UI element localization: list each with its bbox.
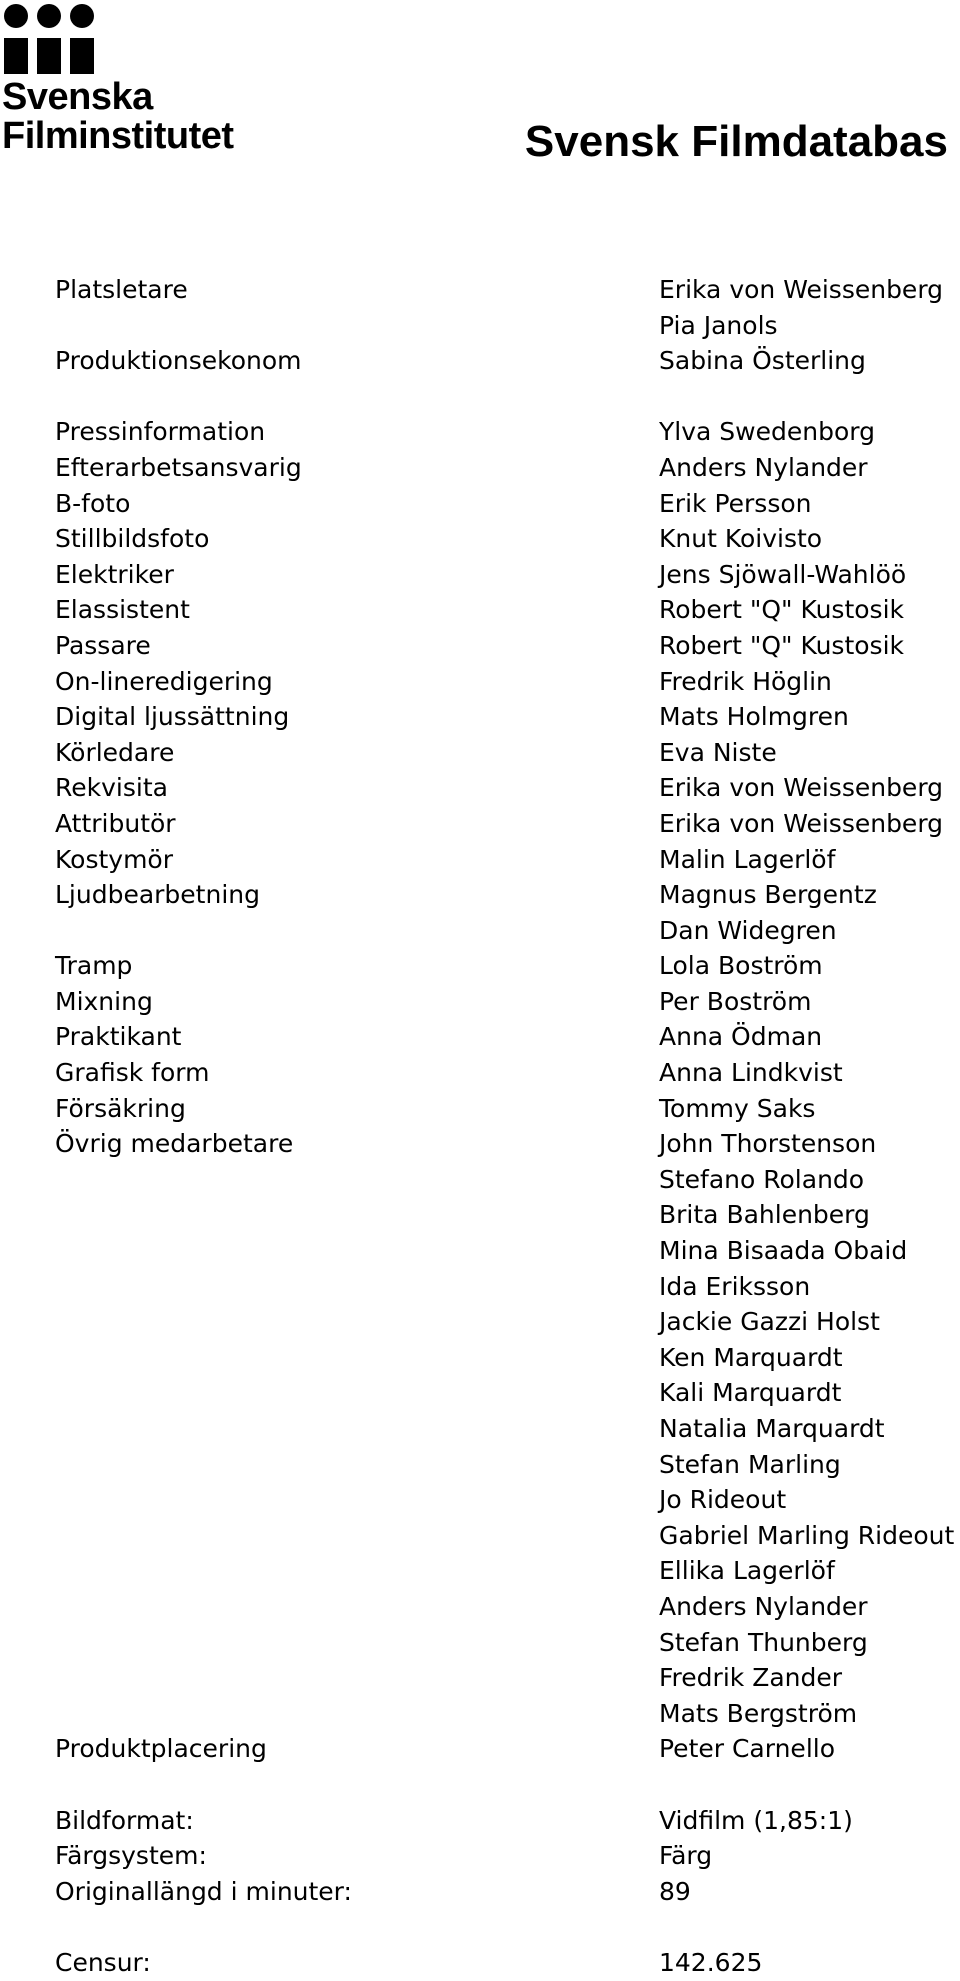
credit-name: Ylva Swedenborg [659, 417, 875, 447]
credit-row [55, 557, 960, 593]
credit-role: On-lineredigering [55, 666, 273, 696]
credit-role: Produktionsekonom [55, 346, 302, 376]
credit-row [55, 1055, 960, 1091]
credit-role: Grafisk form [55, 1058, 210, 1088]
credit-name: Kali Marquardt [659, 1378, 842, 1408]
credit-row [55, 1482, 960, 1518]
credit-role: Elassistent [55, 595, 190, 625]
credit-name: Sabina Österling [659, 346, 866, 376]
detail-row [55, 1874, 960, 1910]
credit-role: Körledare [55, 737, 175, 767]
credits-list [55, 272, 960, 1981]
credit-name: Lola Boström [659, 951, 823, 981]
credit-row [55, 414, 960, 450]
detail-value: 142.625 [659, 1947, 763, 1977]
credit-name: Erika von Weissenberg [659, 773, 944, 803]
detail-label: Färgsystem: [55, 1841, 207, 1871]
credit-role [55, 1233, 659, 1269]
credit-role [55, 1304, 659, 1340]
credit-role [55, 1340, 659, 1376]
credit-name: John Thorstenson [659, 1129, 877, 1159]
credit-name: Stefano Rolando [659, 1164, 865, 1194]
detail-label: Originallängd i minuter: [55, 1876, 352, 1906]
credit-role: Attributör [55, 808, 176, 838]
detail-row [55, 1838, 960, 1874]
credit-row [55, 735, 960, 771]
svenska-filminstitutet-logo [0, 0, 260, 165]
credit-name: Mina Bisaada Obaid [659, 1236, 908, 1266]
credit-name: Dan Widegren [659, 915, 837, 945]
detail-value: Färg [659, 1841, 713, 1871]
credit-row [55, 842, 960, 878]
credit-row [55, 1660, 960, 1696]
credit-row [55, 1411, 960, 1447]
credit-role: Elektriker [55, 559, 174, 589]
credit-role: B-foto [55, 488, 131, 518]
credit-role [55, 1696, 659, 1732]
credit-role [55, 1162, 659, 1198]
credit-role: Passare [55, 630, 151, 660]
credit-name: Fredrik Höglin [659, 666, 832, 696]
detail-label: Censur: [55, 1947, 151, 1977]
detail-label: Bildformat: [55, 1805, 194, 1835]
credit-name: Robert "Q" Kustosik [659, 630, 905, 660]
credit-name: Magnus Bergentz [659, 880, 877, 910]
spacer [55, 1909, 960, 1945]
credit-row [55, 1162, 960, 1198]
credit-name: Tommy Saks [659, 1093, 816, 1123]
credit-row [55, 1091, 960, 1127]
credit-name: Erik Persson [659, 488, 812, 518]
credit-row [55, 1233, 960, 1269]
credit-row [55, 913, 960, 949]
detail-row [55, 1945, 960, 1981]
credit-role: Övrig medarbetare [55, 1129, 294, 1159]
credit-name: Fredrik Zander [659, 1663, 843, 1693]
credit-role [55, 1482, 659, 1518]
credit-role [55, 1375, 659, 1411]
credit-name: Erika von Weissenberg [659, 808, 944, 838]
credit-name: Peter Carnello [659, 1734, 836, 1764]
credit-row [55, 272, 960, 308]
credit-name: Anders Nylander [659, 1591, 868, 1621]
credit-row [55, 1696, 960, 1732]
credit-row [55, 1553, 960, 1589]
credit-row [55, 343, 960, 379]
credit-name: Per Boström [659, 986, 812, 1016]
logo-line-2: Filminstitutet [2, 115, 234, 157]
credit-name: Mats Holmgren [659, 702, 849, 732]
credit-role [55, 1518, 659, 1554]
credit-role: Pressinformation [55, 417, 266, 447]
credit-role [55, 1197, 659, 1233]
credit-row [55, 664, 960, 700]
credit-name: Knut Koivisto [659, 524, 823, 554]
credit-row [55, 1269, 960, 1305]
credit-row [55, 1447, 960, 1483]
logo-line-1: Svenska [2, 76, 153, 118]
credit-role [55, 1269, 659, 1305]
credit-name: Jo Rideout [659, 1485, 787, 1515]
credit-role [55, 1411, 659, 1447]
credit-row [55, 877, 960, 913]
credit-row [55, 984, 960, 1020]
credit-role: Digital ljussättning [55, 702, 290, 732]
credit-row [55, 948, 960, 984]
credit-role [55, 913, 659, 949]
credit-name: Ellika Lagerlöf [659, 1556, 835, 1586]
credit-role [55, 1660, 659, 1696]
credit-role: Rekvisita [55, 773, 168, 803]
credit-name: Anders Nylander [659, 452, 868, 482]
credit-row [55, 1518, 960, 1554]
detail-value: Vidfilm (1,85:1) [659, 1805, 853, 1835]
detail-value: 89 [659, 1876, 691, 1906]
credit-row [55, 1126, 960, 1162]
credit-role: Försäkring [55, 1093, 186, 1123]
credit-name: Anna Lindkvist [659, 1058, 843, 1088]
credit-name: Anna Ödman [659, 1022, 823, 1052]
credit-role: Efterarbetsansvarig [55, 452, 302, 482]
credit-name: Jens Sjöwall-Wahlöö [659, 559, 907, 589]
credit-role [55, 379, 659, 415]
credit-row [55, 1589, 960, 1625]
credit-row [55, 308, 960, 344]
credit-role: Mixning [55, 986, 153, 1016]
credit-row [55, 1340, 960, 1376]
credit-name: Gabriel Marling Rideout [659, 1520, 955, 1550]
credit-name: Malin Lagerlöf [659, 844, 836, 874]
credit-row [55, 450, 960, 486]
page-title: Svensk Filmdatabas [524, 117, 948, 166]
spacer [55, 1767, 960, 1803]
credit-name [659, 379, 960, 415]
credit-role [55, 1553, 659, 1589]
credit-name: Jackie Gazzi Holst [659, 1307, 880, 1337]
credit-row [55, 1731, 960, 1767]
credit-role: Produktplacering [55, 1734, 267, 1764]
credit-name: Stefan Marling [659, 1449, 841, 1479]
credit-role [55, 1447, 659, 1483]
credit-role: Kostymör [55, 844, 173, 874]
credit-row [55, 1019, 960, 1055]
credit-row [55, 1625, 960, 1661]
credit-role [55, 308, 659, 344]
credit-role: Praktikant [55, 1022, 182, 1052]
credit-name: Robert "Q" Kustosik [659, 595, 905, 625]
credit-row [55, 592, 960, 628]
credit-name: Ken Marquardt [659, 1342, 843, 1372]
credit-name: Pia Janols [659, 310, 778, 340]
credit-name: Eva Niste [659, 737, 777, 767]
logo-wordmark [2, 78, 234, 156]
credit-role: Platsletare [55, 275, 188, 304]
credit-name: Mats Bergström [659, 1698, 858, 1728]
credit-name: Stefan Thunberg [659, 1627, 868, 1657]
credit-name: Brita Bahlenberg [659, 1200, 870, 1230]
credit-row [55, 486, 960, 522]
credit-row [55, 1197, 960, 1233]
logo-circles-icon [2, 2, 102, 74]
credit-role [55, 1625, 659, 1661]
detail-row [55, 1803, 960, 1839]
credit-row [55, 770, 960, 806]
credit-row [55, 1375, 960, 1411]
credit-name: Erika von Weissenberg [659, 275, 944, 304]
credit-row [55, 699, 960, 735]
credit-role: Stillbildsfoto [55, 524, 210, 554]
credit-name: Natalia Marquardt [659, 1414, 885, 1443]
credit-role: Ljudbearbetning [55, 880, 260, 910]
credit-role: Tramp [55, 951, 133, 981]
credit-name: Ida Eriksson [659, 1271, 811, 1301]
credit-row [55, 521, 960, 557]
credit-role [55, 1589, 659, 1625]
credit-row [55, 1304, 960, 1340]
credit-row [55, 379, 960, 415]
credit-row [55, 806, 960, 842]
credit-row [55, 628, 960, 664]
